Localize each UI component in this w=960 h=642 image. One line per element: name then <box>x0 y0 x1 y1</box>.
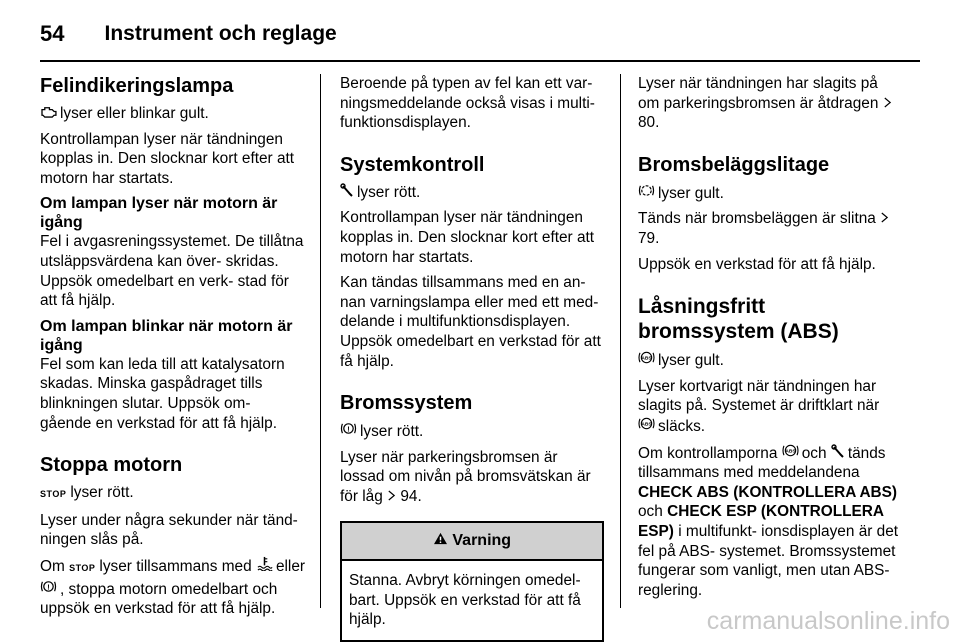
abs-icon <box>638 416 655 431</box>
column-3 <box>638 74 902 606</box>
header-rule <box>40 60 920 62</box>
stop-text-3c: eller <box>275 557 306 575</box>
heading-stop: Stoppa motorn <box>40 454 183 477</box>
column-2 <box>340 74 604 642</box>
abs-message-abs: CHECK ABS (KONTROLLERA ABS) <box>638 483 898 501</box>
pads-text-3: Uppsök en verkstad för att få hjälp. <box>638 255 876 273</box>
stop-text-3b: lyser tillsammans med <box>99 557 252 575</box>
warning-box <box>340 521 604 642</box>
page-number: 54 <box>40 21 65 46</box>
stop-text-3a: Om <box>40 557 65 575</box>
stop-text-3d: , stoppa motorn omedelbart och uppsök en verkstad för att få hjälp. <box>40 580 278 618</box>
heading-bromsbelaggslitage: Bromsbeläggslitage <box>638 153 830 176</box>
abs-icon <box>638 350 655 365</box>
page-reference-icon <box>880 212 889 223</box>
col2-intro: Beroende på typen av fel kan ett var- ningsmeddelande också visas i multi- funktionsdisplayen. <box>340 75 595 132</box>
abs-text-2b: släcks. <box>658 417 706 435</box>
pads-text-2: Tänds när bromsbeläggen är slitna <box>638 210 876 228</box>
heading-abs: Låsningsfritt bromssystem (ABS) <box>638 295 839 344</box>
column-divider <box>320 74 321 608</box>
fel-text-2: Kontrollampan lyser när tändningen kopplas in. Den slocknar kort efter att motorn har startats. <box>40 130 295 187</box>
abs-text-2: Lyser kortvarigt när tändningen har slagits på. Systemet är driftklart när <box>638 377 880 415</box>
warning-header <box>342 523 602 562</box>
stop-icon: STOP <box>40 489 67 500</box>
abs-message-esp: CHECK ESP (KONTROLLERA ESP) <box>638 503 884 540</box>
lamp-blink-text: Fel som kan leda till att katalysatorn skadas. Minska gaspådraget tills blinkningen slutar. Uppsök om- gående en verkstad för att få hjälp. <box>40 355 285 432</box>
heading-systemkontroll: Systemkontroll <box>340 153 485 176</box>
fel-text-1: lyser eller blinkar gult. <box>60 105 209 122</box>
col3-intro-ref[interactable]: 80. <box>638 114 660 132</box>
stop-text-2: Lyser under några sekunder när tänd- ningen slås på. <box>40 511 298 549</box>
engine-icon <box>40 105 57 118</box>
wrench-icon <box>831 444 845 458</box>
sys-text-1: lyser rött. <box>357 183 421 201</box>
warning-triangle-icon <box>433 532 448 545</box>
watermark: carmanualsonline.info <box>706 607 950 635</box>
heading-lamp-blink: Om lampan blinkar när motorn är igång <box>40 317 293 354</box>
brake-text-2: Lyser när parkeringsbromsen är lossad om nivån på bromsvätskan är för låg <box>340 448 591 505</box>
sys-text-3: Kan tändas tillsammans med en an- nan varningslampa eller med ett med- delande i multifunktionsdisplayen. Uppsök omedelbart en verkstad för att få hjälp. <box>340 274 601 370</box>
heading-fel: Felindikeringslampa <box>40 75 234 97</box>
brake-pad-wear-icon <box>638 183 655 198</box>
brake-icon <box>40 579 57 594</box>
brake-text-1: lyser rött. <box>360 423 424 441</box>
page-reference-icon <box>387 490 396 501</box>
pads-text-1: lyser gult. <box>658 184 724 202</box>
warning-title: Varning <box>452 531 512 549</box>
brake-icon <box>340 421 357 436</box>
abs-icon <box>782 443 799 458</box>
column-divider <box>620 74 621 608</box>
column-1 <box>40 74 306 625</box>
wrench-icon <box>340 183 354 197</box>
heading-bromssystem: Bromssystem <box>340 392 473 415</box>
sys-text-2: Kontrollampan lyser när tändningen kopplas in. Den slocknar kort efter att motorn har startats. <box>340 209 595 266</box>
page-header <box>40 14 337 54</box>
warning-text: Stanna. Avbryt körningen omedel- bart. Uppsök en verkstad för att få hjälp. <box>349 572 581 629</box>
abs-text-1: lyser gult. <box>658 352 724 370</box>
abs-text-3e: i multifunkt- ionsdisplayen är det fel på ABS- systemet. Bromssystemet fungerar som vanligt, men utan ABS- reglering. <box>638 522 899 599</box>
abs-text-3a: Om kontrollamporna <box>638 444 778 462</box>
page-title: Instrument och reglage <box>104 22 337 45</box>
page-reference-icon <box>883 97 892 108</box>
coolant-temperature-icon <box>256 556 273 571</box>
brake-ref[interactable]: 94. <box>400 487 422 505</box>
heading-lamp-on: Om lampan lyser när motorn är igång <box>40 195 278 232</box>
stop-text-1: lyser rött. <box>70 484 134 502</box>
abs-text-3c: tänds tillsammans med meddelandena <box>638 444 886 482</box>
lamp-on-text: Fel i avgasreningssystemet. De tillåtna utsläppsvärdena kan över- skridas. Uppsök omedelbart en verk- stad för att få hjälp. <box>40 233 304 310</box>
abs-text-3b: och <box>801 444 827 462</box>
abs-text-3d: och <box>638 503 663 521</box>
col3-intro: Lyser när tändningen har slagits på om parkeringsbromsen är åtdragen <box>638 75 879 112</box>
pads-ref[interactable]: 79. <box>638 229 660 247</box>
stop-icon: STOP <box>69 562 96 573</box>
